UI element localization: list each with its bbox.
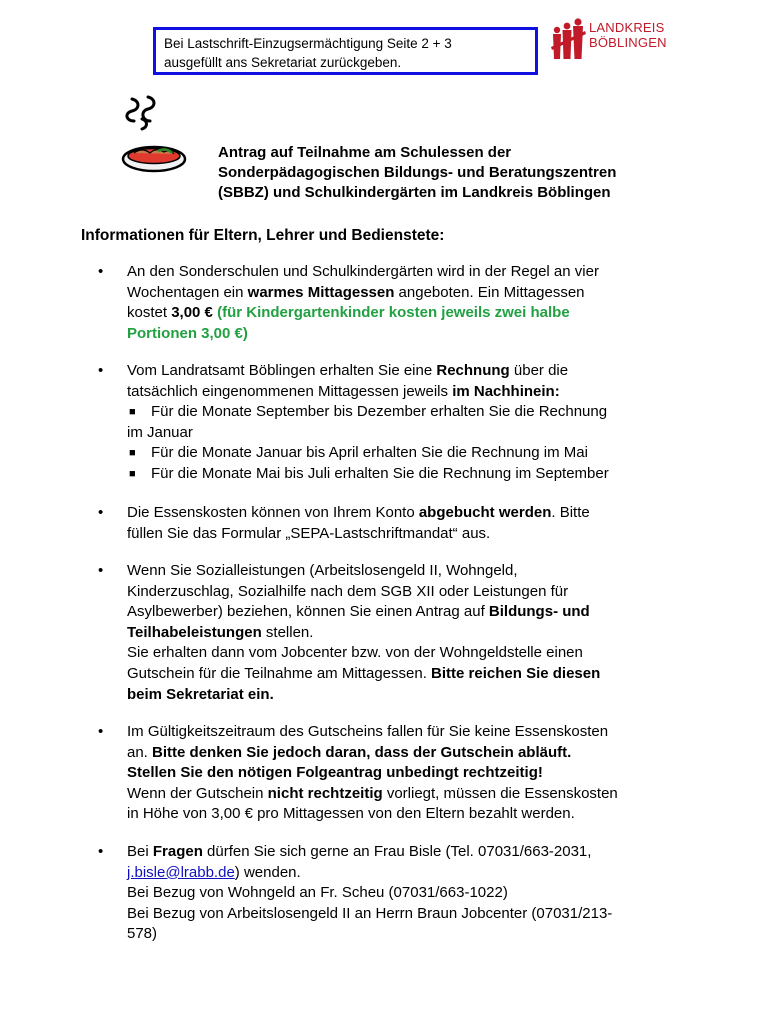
bullet-dot: • [98, 723, 104, 740]
bullet-text: Die Essenskosten können von Ihrem Konto abgebucht werden. Bitte füllen Sie das Formular „SEPA-Lastschriftmandat“ aus. [127, 504, 590, 542]
bullet-dot: • [98, 263, 104, 280]
landkreis-logo [549, 15, 674, 63]
logo-text [589, 20, 667, 50]
bullet-dot: • [98, 504, 104, 521]
bullet-dot: • [98, 562, 104, 579]
bullet-text: Wenn Sie Sozialleistungen (Arbeitslosengeld II, Wohngeld, Kinderzuschlag, Sozialhilfe nach dem SGB XII oder Leistungen für Asylbewerber) beziehen, können Sie einen Antrag auf Bildungs- und Teilhabeleistungen stellen. Sie erhalten dann vom Jobcenter bzw. von der Wohngeldstelle einen Gutschein für die Teilnahme am Mittagessen. Bitte reichen Sie diesen beim Sekretariat ein. [127, 562, 601, 703]
bullet-text: Vom Landratsamt Böblingen erhalten Sie eine Rechnung über die tatsächlich eingenommenen Mittagessen jeweils im Nachhinein: ■ Für die Monate September bis Dezember erhalten Sie die Rechnung im Januar ■ Für die Monate Januar bis April erhalten Sie die Rechnung im Mai ■ Für die Monate Mai bis Juli erhalten Sie die Rechnung im September [127, 361, 687, 485]
info-heading: Informationen für Eltern, Lehrer und Bedienstete: [81, 227, 445, 244]
title-line-3: (SBBZ) und Schulkindergärten im Landkreis Böblingen [218, 184, 611, 201]
email-link[interactable]: j.bisle@lrabb.de [127, 863, 235, 881]
notice-line-2: ausgefüllt ans Sekretariat zurückgeben. [164, 55, 402, 70]
bullet-text: An den Sonderschulen und Schulkindergärten wird in der Regel an vier Wochentagen ein warmes Mittagessen angeboten. Ein Mittagessen kostet 3,00 € (für Kindergartenkinder kosten jeweils zwei halbe Portionen 3,00 €) [127, 263, 599, 342]
notice-line-1: Bei Lastschrift-Einzugsermächtigung Seite 2 + 3 [164, 36, 452, 51]
landkreis-figures-icon [549, 17, 589, 61]
sub-item: ■ Für die Monate September bis Dezember erhalten Sie die Rechnung [129, 403, 608, 421]
bullet-text: Bei Fragen dürfen Sie sich gerne an Frau Bisle (Tel. 07031/663-2031, j.bisle@lrabb.de) wenden. Bei Bezug von Wohngeld an Fr. Scheu (07031/663-1022) Bei Bezug von Arbeitslosengeld II an Herrn Braun Jobcenter (07031/213- 578) [127, 843, 613, 943]
sub-item: ■ Für die Monate Januar bis April erhalten Sie die Rechnung im Mai [129, 444, 588, 462]
sub-item: ■ Für die Monate Mai bis Juli erhalten Sie die Rechnung im September [129, 464, 609, 482]
bullet-dot: • [98, 362, 104, 379]
logo-line-1: LANDKREIS [589, 20, 665, 35]
form-title [218, 143, 698, 203]
title-line-2: Sonderpädagogischen Bildungs- und Beratungszentren [218, 164, 617, 181]
return-notice-box [153, 27, 538, 75]
bullet-dot: • [98, 843, 104, 860]
title-line-1: Antrag auf Teilnahme am Schulessen der [218, 144, 512, 161]
hot-meal-icon [118, 95, 190, 177]
bullet-text: Im Gültigkeitszeitraum des Gutscheins fallen für Sie keine Essenskosten an. Bitte denken Sie jedoch daran, dass der Gutschein abläuft. Stellen Sie den nötigen Folgeantrag unbedingt rechtzeitig! Wenn der Gutschein nicht rechtzeitig vorliegt, müssen die Essenskosten in Höhe von 3,00 € pro Mittagessen von den Eltern bezahlt werden. [127, 723, 618, 823]
logo-line-2: BÖBLINGEN [589, 35, 667, 50]
